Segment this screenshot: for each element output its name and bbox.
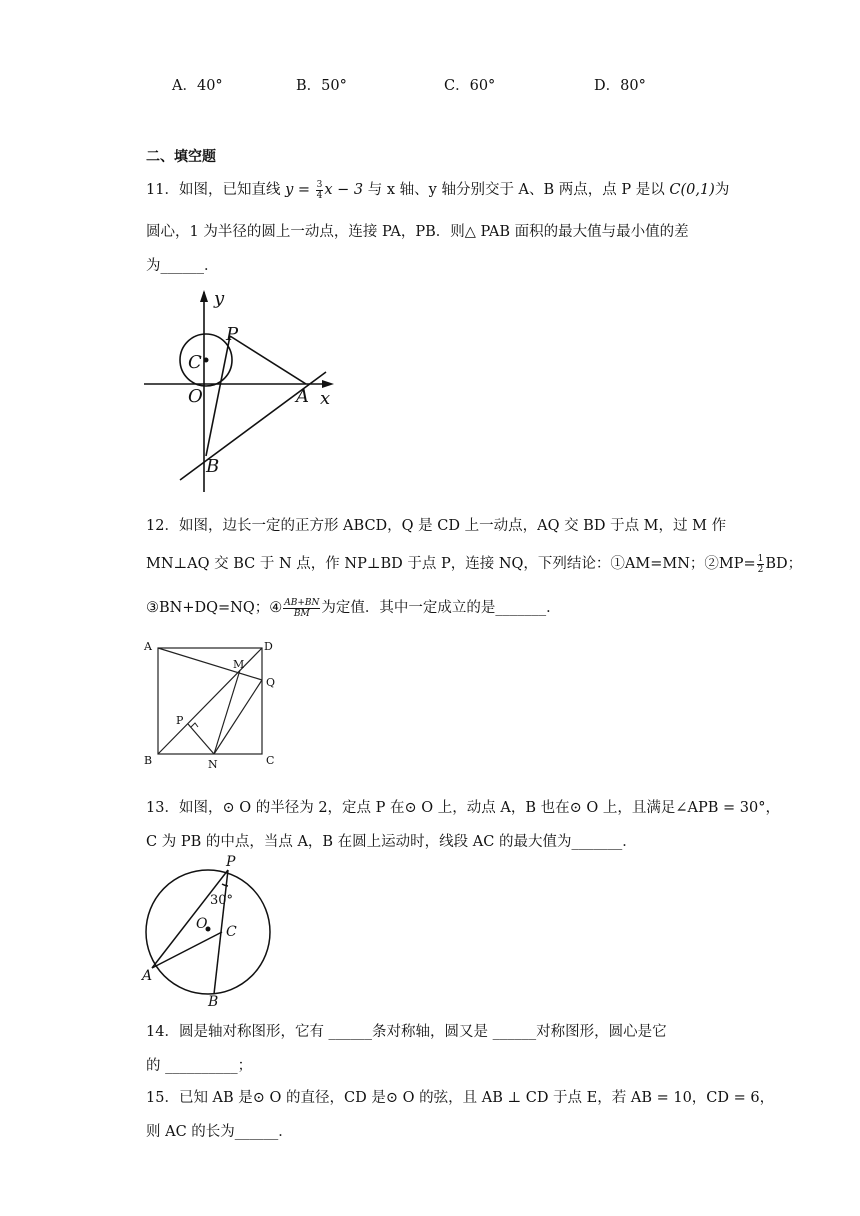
- section-title: 二、填空题: [146, 149, 216, 165]
- fig11-label-y: y: [214, 288, 225, 309]
- fig11-label-a: A: [296, 386, 309, 407]
- q14-line1: 14．圆是轴对称图形，它有 ______条对称轴，圆又是 ______对称图形，圆心是它: [146, 1024, 667, 1040]
- q11-figure: [140, 286, 340, 496]
- fig13-label-o: O: [196, 916, 208, 932]
- q11-line3: 为______．: [146, 258, 219, 274]
- option-a: A．40°: [172, 78, 223, 94]
- q11-line1: 11．如图，已知直线 y = $\frac{3}{4}$ x − 3 与 x 轴、y 轴分别交于 A、B 两点，点 P 是以 C(0,1)为: [146, 179, 730, 201]
- fig12-label-d: D: [264, 640, 273, 653]
- fig12-label-b: B: [144, 754, 153, 767]
- fig11-label-x: x: [320, 388, 331, 409]
- fig13-label-a: A: [142, 968, 153, 984]
- q12-line1: 12．如图，边长一定的正方形 ABCD，Q 是 CD 上一动点，AQ 交 BD 于点 M，过 M 作: [146, 518, 727, 534]
- fig12-label-n: N: [208, 758, 218, 771]
- fig12-label-q: Q: [266, 676, 276, 689]
- fig13-label-c: C: [226, 924, 237, 940]
- fig12-label-p: P: [176, 714, 184, 727]
- option-b: B．50°: [296, 78, 347, 94]
- fig11-label-o: O: [188, 386, 203, 407]
- q12-line2: MN⊥AQ 交 BC 于 N 点，作 NP⊥BD 于点 P，连接 NQ，下列结论：①AM=MN；②MP= $\frac{1}{2}$ BD；: [146, 553, 803, 575]
- fig12-label-c: C: [266, 754, 275, 767]
- fig11-label-p: P: [226, 324, 239, 345]
- fig13-angle-label: 30°: [210, 893, 234, 908]
- option-d: D．80°: [594, 78, 646, 94]
- q11-line2: 圆心，1 为半径的圆上一动点，连接 PA，PB．则△ PAB 面积的最大值与最小值的差: [146, 224, 689, 240]
- fig11-label-b: B: [206, 456, 220, 477]
- fig11-label-c: C: [188, 352, 202, 373]
- q13-line1: 13．如图，⊙ O 的半径为 2，定点 P 在⊙ O 上，动点 A，B 也在⊙ O 上，且满足∠APB = 30°，: [146, 800, 780, 816]
- q13-line2: C 为 PB 的中点，当点 A，B 在圆上运动时，线段 AC 的最大值为_______．: [146, 834, 637, 850]
- fig13-label-p: P: [226, 854, 236, 870]
- q15-line1: 15．已知 AB 是⊙ O 的直径，CD 是⊙ O 的弦，且 AB ⊥ CD 于点 E，若 AB = 10，CD = 6，: [146, 1090, 775, 1106]
- q12-figure: [140, 636, 280, 772]
- fig13-label-b: B: [208, 994, 219, 1008]
- option-c: C．60°: [444, 78, 496, 94]
- q13-figure: [136, 852, 286, 1008]
- fraction: $\frac{3}{4}$: [316, 179, 323, 201]
- q14-line2: 的 __________；: [146, 1058, 253, 1074]
- fig12-label-a: A: [144, 640, 152, 653]
- q15-line2: 则 AC 的长为______．: [146, 1124, 293, 1140]
- fig12-label-m: M: [233, 658, 245, 671]
- q12-line3: ③BN+DQ=NQ；④ $\frac{AB+BN}{BM}$ 为定值．其中一定成立的是_______．: [146, 597, 561, 619]
- fraction: $\frac{1}{2}$: [757, 553, 764, 575]
- fraction: $\frac{AB+BN}{BM}$: [284, 597, 320, 619]
